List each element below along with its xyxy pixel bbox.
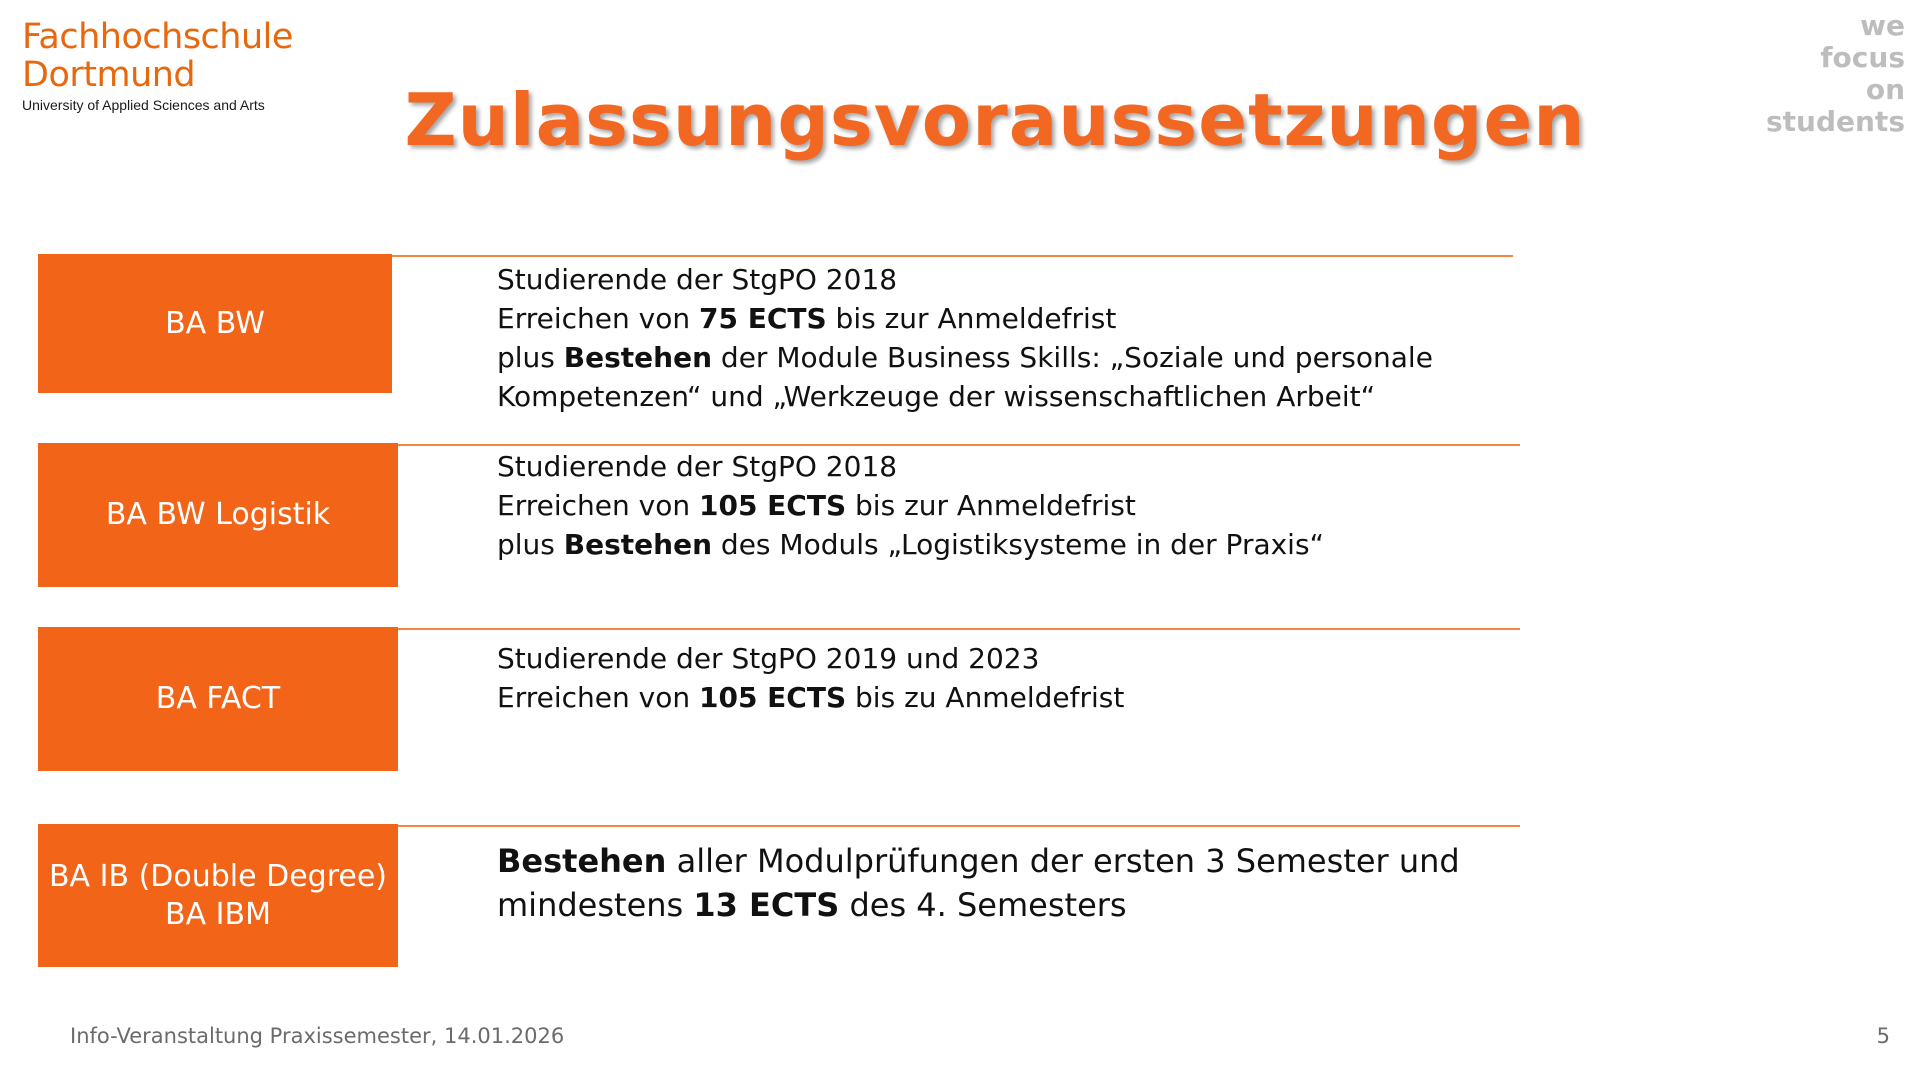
program-label xyxy=(38,254,392,393)
requirement-text xyxy=(497,260,1433,416)
tagline-word: focus xyxy=(1820,41,1905,74)
requirement-text xyxy=(497,839,1460,927)
university-logo xyxy=(22,18,293,113)
text-run: des Moduls „Logistiksysteme in der Praxis“ xyxy=(712,528,1325,561)
text-run: Erreichen von xyxy=(497,302,699,335)
program-label-line: BA IBM xyxy=(165,896,271,932)
requirement-line xyxy=(497,377,1433,416)
requirement-line xyxy=(497,338,1433,377)
text-run: Erreichen von xyxy=(497,681,699,714)
text-run: Studierende der StgPO 2019 und 2023 xyxy=(497,642,1040,675)
row-divider xyxy=(398,825,1520,827)
requirement-line xyxy=(497,639,1124,678)
row-divider xyxy=(392,255,1513,257)
text-run: plus xyxy=(497,528,564,561)
footer-text: Info-Veranstaltung Praxissemester, 14.01.2026 xyxy=(70,1024,565,1048)
requirement-line xyxy=(497,486,1324,525)
program-label xyxy=(38,824,398,967)
program-label xyxy=(38,627,398,771)
logo-subtitle: University of Applied Sciences and Arts xyxy=(22,97,265,113)
text-run: bis zu Anmeldefrist xyxy=(846,681,1125,714)
emphasis-text: Bestehen xyxy=(563,528,713,561)
text-run: Kompetenzen“ und „Werkzeuge der wissenschaftlichen Arbeit“ xyxy=(497,380,1376,413)
tagline xyxy=(1766,10,1905,138)
text-run: Erreichen von xyxy=(497,489,699,522)
emphasis-text: 105 ECTS xyxy=(698,489,847,522)
text-run: des 4. Semesters xyxy=(839,886,1127,924)
text-run: mindestens xyxy=(497,886,694,924)
requirement-line xyxy=(497,299,1433,338)
text-run: bis zur Anmeldefrist xyxy=(826,302,1117,335)
text-run: Studierende der StgPO 2018 xyxy=(497,263,898,296)
requirement-line xyxy=(497,883,1460,927)
program-label-line: BA BW xyxy=(165,305,265,341)
page-number: 5 xyxy=(1876,1024,1890,1048)
slide-title: Zulassungsvoraussetzungen xyxy=(404,78,1586,162)
requirement-line xyxy=(497,260,1433,299)
text-run: Studierende der StgPO 2018 xyxy=(497,450,898,483)
requirement-line xyxy=(497,447,1324,486)
row-divider xyxy=(398,444,1520,446)
logo-line-1: Fachhochschule xyxy=(22,17,293,57)
emphasis-text: 75 ECTS xyxy=(698,302,827,335)
tagline-word: students xyxy=(1765,105,1905,138)
tagline-word: on xyxy=(1865,73,1905,106)
emphasis-text: 105 ECTS xyxy=(698,681,847,714)
emphasis-text: 13 ECTS xyxy=(693,886,840,924)
requirement-text xyxy=(497,447,1324,564)
program-label-line: BA BW Logistik xyxy=(105,497,331,532)
program-label-line: BA IB (Double Degree) xyxy=(48,858,388,894)
tagline-word: we xyxy=(1860,9,1905,42)
row-divider xyxy=(398,628,1520,630)
text-run: aller Modulprüfungen der ersten 3 Semester und xyxy=(666,842,1460,880)
emphasis-text: Bestehen xyxy=(497,842,667,880)
program-label xyxy=(38,443,398,587)
requirement-line xyxy=(497,525,1324,564)
text-run: plus xyxy=(497,341,564,374)
program-label-line: BA FACT xyxy=(155,681,281,716)
requirement-line xyxy=(497,678,1124,717)
text-run: der Module Business Skills: „Soziale und personale xyxy=(712,341,1433,374)
requirement-line xyxy=(497,839,1460,883)
text-run: bis zur Anmeldefrist xyxy=(846,489,1136,522)
emphasis-text: Bestehen xyxy=(563,341,713,374)
logo-line-2: Dortmund xyxy=(22,55,196,95)
requirement-text xyxy=(497,639,1124,717)
